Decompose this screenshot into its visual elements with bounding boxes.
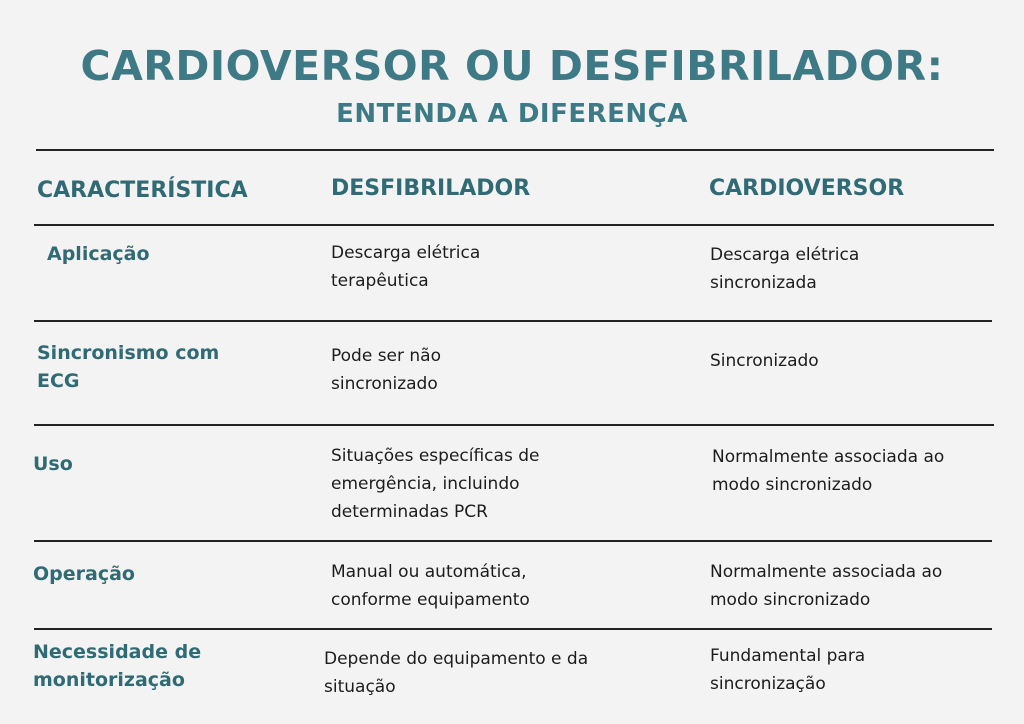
table-rule-header xyxy=(34,224,994,226)
page-title: CARDIOVERSOR OU DESFIBRILADOR: xyxy=(80,42,944,90)
cell-cardioversor-sincronismo: Sincronizado xyxy=(710,351,819,371)
cell-desfibrilador-operacao: Manual ou automática, conforme equipamento xyxy=(331,562,530,610)
row-label-operacao: Operação xyxy=(33,563,135,585)
table-rule-row-3 xyxy=(34,540,992,542)
page-subtitle: ENTENDA A DIFERENÇA xyxy=(336,99,688,129)
row-label-necessidade: Necessidade de monitorização xyxy=(33,641,202,691)
cell-desfibrilador-aplicacao: Descarga elétrica terapêutica xyxy=(331,243,481,291)
table-rule-row-4 xyxy=(34,628,992,630)
cell-desfibrilador-uso: Situações específicas de emergência, incluindo determinadas PCR xyxy=(331,446,540,522)
cell-desfibrilador-sincronismo: Pode ser não sincronizado xyxy=(331,346,442,394)
table-rule-row-2 xyxy=(34,424,994,426)
header-caracteristica: CARACTERÍSTICA xyxy=(37,178,248,203)
header-cardioversor: CARDIOVERSOR xyxy=(709,176,905,201)
header-desfibrilador: DESFIBRILADOR xyxy=(331,176,531,201)
row-label-uso: Uso xyxy=(33,453,73,475)
cell-cardioversor-necessidade: Fundamental para sincronização xyxy=(710,646,866,694)
table-rule-top xyxy=(36,149,994,151)
cell-cardioversor-aplicacao: Descarga elétrica sincronizada xyxy=(710,245,860,293)
cell-cardioversor-operacao: Normalmente associada ao modo sincronizado xyxy=(710,562,943,610)
row-label-sincronismo: Sincronismo com ECG xyxy=(37,342,220,392)
cell-desfibrilador-necessidade: Depende do equipamento e da situação xyxy=(324,649,589,697)
row-label-aplicacao: Aplicação xyxy=(47,243,150,265)
table-rule-row-1 xyxy=(34,320,992,322)
cell-cardioversor-uso: Normalmente associada ao modo sincronizado xyxy=(712,447,945,495)
